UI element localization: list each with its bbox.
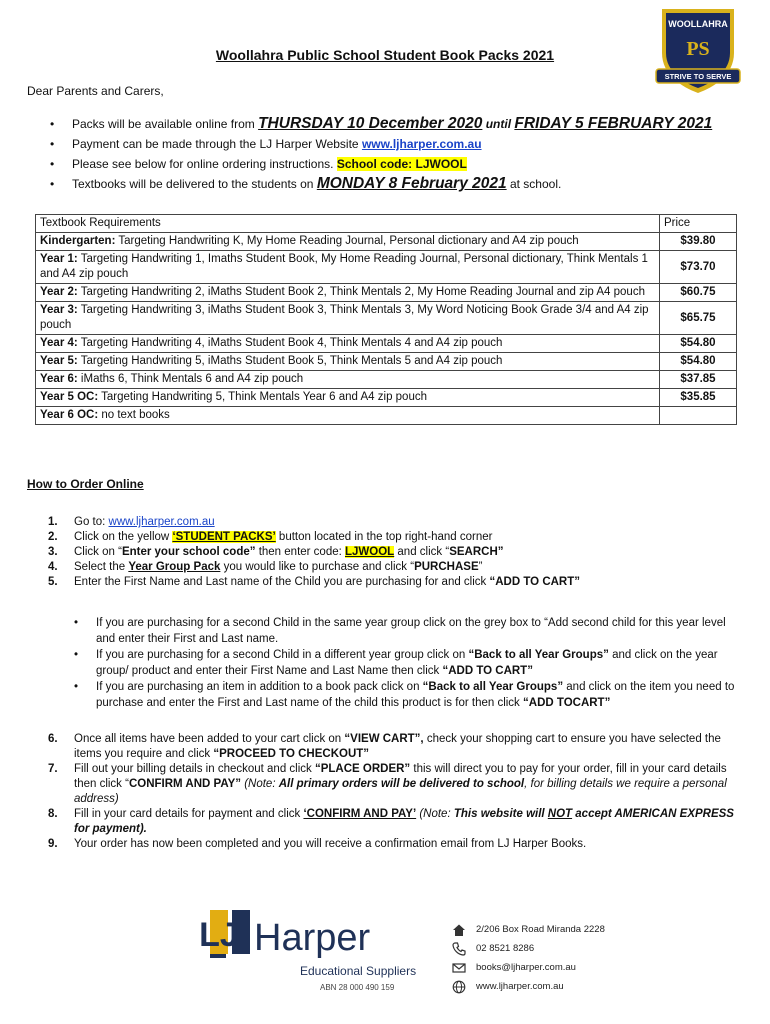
table-row bbox=[36, 389, 737, 407]
items-text: Targeting Handwriting 4, iMaths Student Book 4, Think Mentals 4 and A4 zip pouch bbox=[77, 337, 503, 349]
requirements-cell bbox=[36, 233, 660, 251]
price-cell: $73.70 bbox=[660, 251, 737, 284]
sub-instructions-list bbox=[74, 616, 744, 712]
globe-icon bbox=[452, 980, 466, 994]
items-text: Targeting Handwriting 1, Imaths Student Book, My Home Reading Journal, Personal dictionary, Think Mentals 1 and A4 zip pouch bbox=[40, 253, 648, 280]
sub-item-additional: • If you are purchasing an item in addition to a book pack click on “Back to all Year Groups” and click on the item you need to purchase and enter the First and Last name of the child this product is for then click “ADD TOCART” bbox=[74, 680, 744, 711]
table-header-row bbox=[36, 215, 737, 233]
crest-motto: STRIVE TO SERVE bbox=[664, 72, 732, 81]
step-3: 3. Click on “Enter your school code” then enter code: LJWOOL and click “SEARCH” bbox=[48, 546, 504, 558]
step-7: 7. Fill out your billing details in checkout and click “PLACE ORDER” this will direct you to pay for your order, fill in your card details then click “CONFIRM AND PAY” (Note: All primary orders will be delivered to school, for billing details we require a personal address) bbox=[48, 763, 727, 805]
requirements-cell bbox=[36, 302, 660, 335]
email-link[interactable]: books@ljharper.com.au bbox=[476, 962, 576, 973]
items-text: Targeting Handwriting 5, Think Mentals Year 6 and A4 zip pouch bbox=[98, 391, 427, 403]
price-cell: $37.85 bbox=[660, 371, 737, 389]
requirements-cell bbox=[36, 284, 660, 302]
ljharper-link[interactable]: www.ljharper.com.au bbox=[361, 137, 482, 151]
step-1-link[interactable]: www.ljharper.com.au bbox=[108, 516, 215, 528]
year-label: Year 2: bbox=[40, 286, 78, 298]
logo-subtitle: Educational Suppliers bbox=[300, 964, 417, 978]
logo-lj: LJ bbox=[199, 916, 239, 954]
table-row bbox=[36, 251, 737, 284]
year-label: Year 6 OC: bbox=[40, 409, 99, 421]
col-price-header: Price bbox=[660, 215, 737, 233]
school-code: School code: LJWOOL bbox=[336, 157, 467, 171]
table-row bbox=[36, 407, 737, 425]
intro-item-instructions: • Please see below for online ordering instructions. School code: LJWOOL bbox=[50, 154, 750, 174]
step-1: 1. Go to: www.ljharper.com.au bbox=[48, 516, 215, 528]
year-label: Year 4: bbox=[40, 337, 78, 349]
home-icon bbox=[452, 923, 466, 937]
year-label: Year 1: bbox=[40, 253, 78, 265]
table-row bbox=[36, 284, 737, 302]
items-text: Targeting Handwriting 5, iMaths Student Book 5, Think Mentals 5 and A4 zip pouch bbox=[77, 355, 503, 367]
contact-details bbox=[452, 920, 752, 996]
logo-abn: ABN 28 000 490 159 bbox=[320, 983, 395, 992]
items-text: Targeting Handwriting 2, iMaths Student Book 2, Think Mentals 2, My Home Reading Journal and zip A4 pouch bbox=[77, 286, 645, 298]
price-cell: $54.80 bbox=[660, 353, 737, 371]
requirements-cell bbox=[36, 389, 660, 407]
step-8: 8. Fill in your card details for payment and click ‘CONFIRM AND PAY’ (Note: This website will NOT accept AMERICAN EXPRESS for payment). bbox=[48, 808, 734, 835]
intro-item-payment: • Payment can be made through the LJ Harper Website www.ljharper.com.au bbox=[50, 134, 750, 154]
table-row bbox=[36, 335, 737, 353]
year-label: Year 3: bbox=[40, 304, 78, 316]
col-requirements-header: Textbook Requirements bbox=[36, 215, 660, 233]
intro-list bbox=[50, 114, 750, 194]
page-title: Woollahra Public School Student Book Packs 2021 bbox=[215, 47, 555, 63]
contact-address: 2/206 Box Road Miranda 2228 bbox=[452, 920, 752, 939]
lj-harper-logo bbox=[199, 900, 446, 1000]
table-row bbox=[36, 353, 737, 371]
requirements-cell bbox=[36, 371, 660, 389]
contact-phone: 02 8521 8286 bbox=[452, 939, 752, 958]
table-row bbox=[36, 371, 737, 389]
sub-item-different-year: • If you are purchasing for a second Child in a different year group click on “Back to all Year Groups” and click on the year group/ product and enter their First Name and Last Name then click “ADD TO CART” bbox=[74, 648, 744, 679]
intro-item-delivery: • Textbooks will be delivered to the students on MONDAY 8 February 2021 at school. bbox=[50, 174, 750, 194]
table-row bbox=[36, 233, 737, 251]
step-4: 4. Select the Year Group Pack you would like to purchase and click “PURCHASE” bbox=[48, 561, 483, 573]
step-6: 6. Once all items have been added to your cart click on “VIEW CART”, check your shopping cart to ensure you have selected the items you require and click “PROCEED TO CHECKOUT” bbox=[48, 733, 721, 760]
requirements-cell bbox=[36, 335, 660, 353]
items-text: Targeting Handwriting 3, iMaths Student Book 3, Think Mentals 3, My Word Noticing Book Grade 3/4 and A4 zip pouch bbox=[40, 304, 649, 331]
items-text: Targeting Handwriting K, My Home Reading Journal, Personal dictionary and A4 zip pouch bbox=[115, 235, 579, 247]
crest-text-top: WOOLLAHRA bbox=[668, 19, 728, 29]
textbook-requirements-table bbox=[35, 214, 737, 425]
price-cell: $65.75 bbox=[660, 302, 737, 335]
crest-monogram: PS bbox=[686, 38, 710, 60]
year-label: Year 5 OC: bbox=[40, 391, 99, 403]
requirements-cell bbox=[36, 407, 660, 425]
step-5: 5. Enter the First Name and Last name of the Child you are purchasing for and click “ADD TO CART” bbox=[48, 576, 581, 588]
phone-icon bbox=[452, 942, 466, 956]
email-icon bbox=[452, 961, 466, 975]
requirements-cell bbox=[36, 353, 660, 371]
price-cell: $39.80 bbox=[660, 233, 737, 251]
price-cell: $60.75 bbox=[660, 284, 737, 302]
how-to-order-heading: How to Order Online bbox=[27, 477, 144, 491]
contact-email bbox=[452, 958, 752, 977]
items-text: iMaths 6, Think Mentals 6 and A4 zip pouch bbox=[77, 373, 304, 385]
logo-harper: Harper bbox=[254, 917, 371, 959]
web-link[interactable]: www.ljharper.com.au bbox=[476, 981, 564, 992]
order-steps-list bbox=[48, 515, 748, 590]
step-2: 2. Click on the yellow ‘STUDENT PACKS’ button located in the top right-hand corner bbox=[48, 531, 493, 543]
salutation: Dear Parents and Carers, bbox=[27, 84, 164, 98]
table-row bbox=[36, 302, 737, 335]
requirements-cell bbox=[36, 251, 660, 284]
year-label: Kindergarten: bbox=[40, 235, 116, 247]
order-steps-list-continued bbox=[48, 732, 748, 852]
year-label: Year 5: bbox=[40, 355, 78, 367]
intro-item-dates: • Packs will be available online from THURSDAY 10 December 2020 until FRIDAY 5 FEBRUARY 2021 bbox=[50, 114, 750, 134]
price-cell: $35.85 bbox=[660, 389, 737, 407]
items-text: no text books bbox=[98, 409, 170, 421]
step-9: 9. Your order has now been completed and you will receive a confirmation email from LJ Harper Books. bbox=[48, 838, 587, 850]
price-cell: $54.80 bbox=[660, 335, 737, 353]
year-label: Year 6: bbox=[40, 373, 78, 385]
sub-item-same-year: • If you are purchasing for a second Child in the same year group click on the grey box to “Add second child for this year level and enter their First and Last name. bbox=[74, 616, 744, 647]
price-cell bbox=[660, 407, 737, 425]
contact-web bbox=[452, 977, 752, 996]
